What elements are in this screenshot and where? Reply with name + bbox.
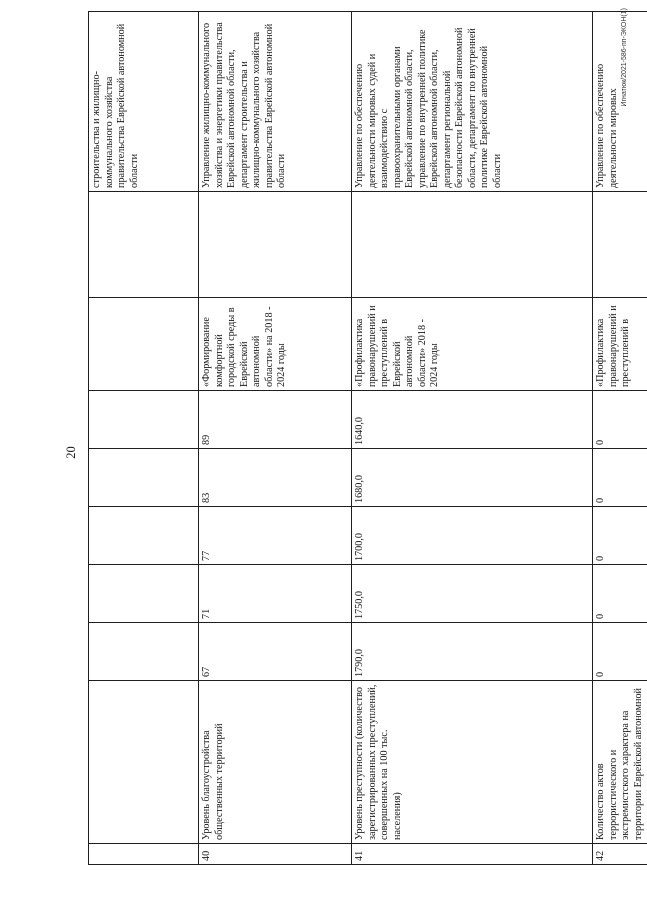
program-cell xyxy=(89,298,199,391)
indicators-table xyxy=(88,11,647,865)
value-cell: 77 xyxy=(199,507,352,565)
value-cell: 1750,0 xyxy=(352,565,593,623)
responsible-cell: строительства и жилищно-коммунального хозяйства правительства Еврейской автономной области xyxy=(89,12,199,192)
value-cell: 71 xyxy=(199,565,352,623)
value-cell xyxy=(89,507,199,565)
value-cell: 0 xyxy=(593,507,647,565)
row-number-cell: 42 xyxy=(593,844,647,865)
table-row xyxy=(199,12,352,865)
responsible-cell: Управление по обеспечению деятельности мировых судей и взаимодействию с правоохранительными органами Еврейской автономной области, управление по внутренней политике Еврейской автономной области, департамент региональной безопасности Еврейской автономной области, департамент по внутренней политике Еврейской автономной области xyxy=(352,12,593,192)
value-cell: 0 xyxy=(593,565,647,623)
indicator-cell: Уровень благоустройства общественных территорий xyxy=(199,681,352,844)
empty-cell xyxy=(89,192,199,298)
program-cell: «Формирование комфортной городской среды в Еврейской автономной области» на 2018 - 2024 годы xyxy=(199,298,352,391)
table-row xyxy=(593,12,647,865)
value-cell xyxy=(89,391,199,449)
indicator-cell: Уровень преступности (количество зарегистрированных преступлений, совершенных на 100 тыс. населения) xyxy=(352,681,593,844)
indicator-cell: Количество актов террористического и экстремистского характера на территории Еврейской автономной xyxy=(593,681,647,844)
row-number-cell: 40 xyxy=(199,844,352,865)
empty-cell xyxy=(352,192,593,298)
value-cell: 0 xyxy=(593,623,647,681)
program-cell: «Профилактика правонарушений и преступлений в xyxy=(593,298,647,391)
value-cell: 1680,0 xyxy=(352,449,593,507)
responsible-cell: Управление по обеспечению деятельности мировых xyxy=(593,12,647,192)
value-cell xyxy=(89,565,199,623)
empty-cell xyxy=(199,192,352,298)
value-cell: 1700,0 xyxy=(352,507,593,565)
document-id-footer: Игнатюк/2021-586-пп-ЭКОН(1) xyxy=(621,8,628,107)
empty-cell xyxy=(593,192,647,298)
value-cell: 67 xyxy=(199,623,352,681)
responsible-cell: Управление жилищно-коммунального хозяйства и энергетики правительства Еврейской автономной области, департамент строительства и жилищно-коммунального хозяйства правительства Еврейской автономной области xyxy=(199,12,352,192)
indicator-cell xyxy=(89,681,199,844)
value-cell: 0 xyxy=(593,391,647,449)
value-cell: 89 xyxy=(199,391,352,449)
value-cell xyxy=(89,623,199,681)
value-cell: 0 xyxy=(593,449,647,507)
value-cell: 1790,0 xyxy=(352,623,593,681)
table-row xyxy=(89,12,199,865)
table-row xyxy=(352,12,593,865)
value-cell: 83 xyxy=(199,449,352,507)
page-number: 20 xyxy=(64,446,78,459)
program-cell: «Профилактика правонарушений и преступлений в Еврейской автономной области» 2018 - 2024 годы xyxy=(352,298,593,391)
row-number-cell: 41 xyxy=(352,844,593,865)
value-cell: 1640,0 xyxy=(352,391,593,449)
value-cell xyxy=(89,449,199,507)
row-number-cell xyxy=(89,844,199,865)
